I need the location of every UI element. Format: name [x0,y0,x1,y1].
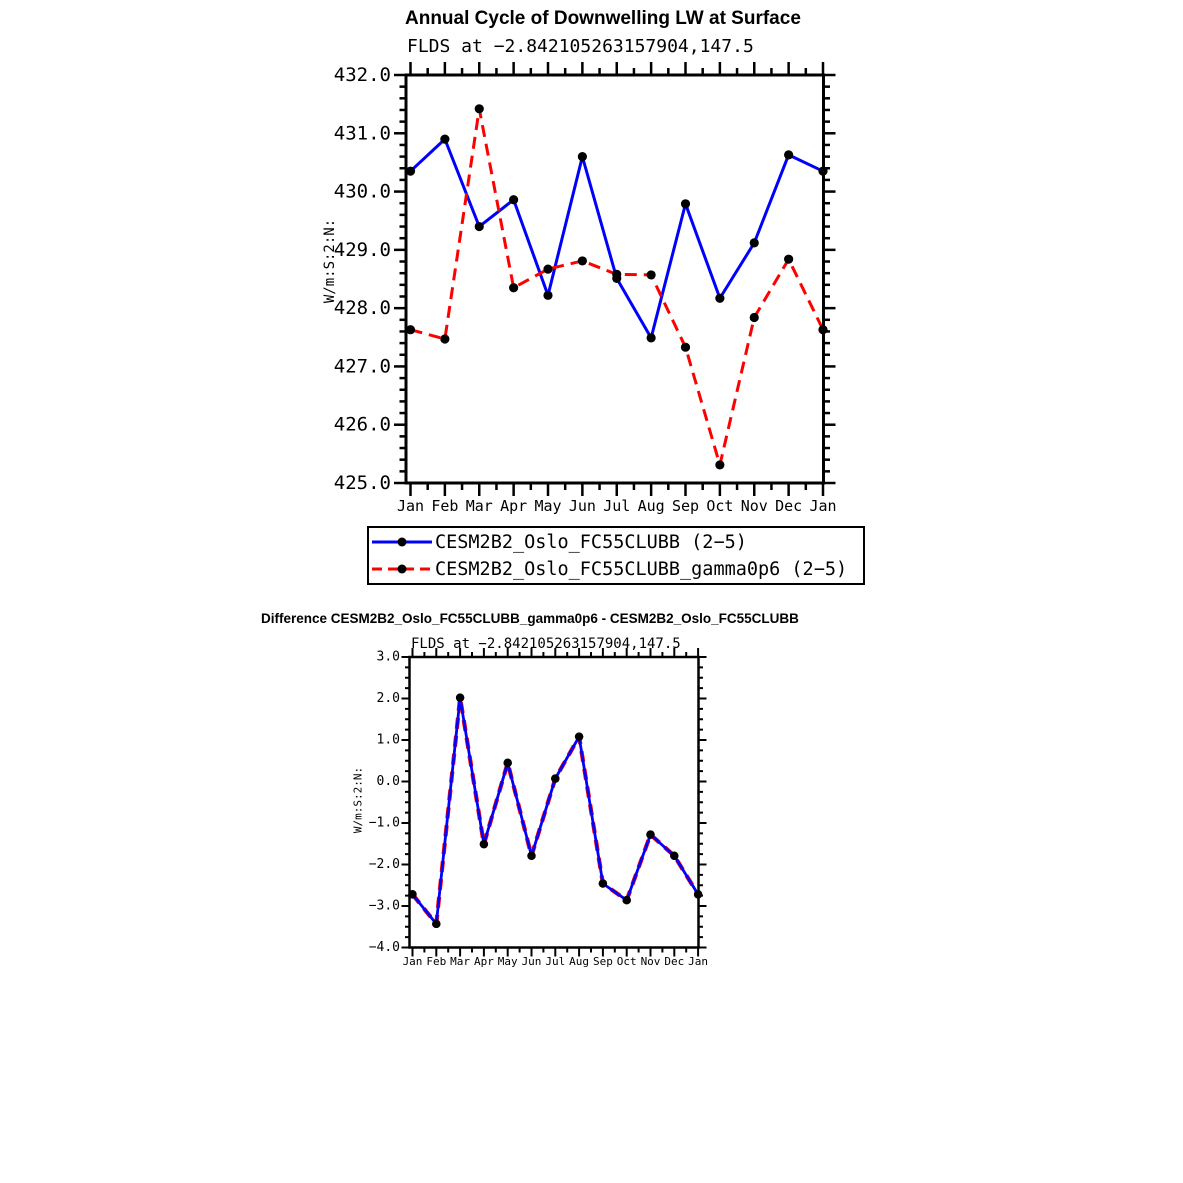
y-axis-title: W/m:S:2:N: [351,766,365,834]
y-tick-label: 428.0 [333,297,391,320]
legend-entry-label: CESM2B2_Oslo_FC55CLUBB_gamma0p6 (2−5) [435,558,848,580]
legend-box [367,526,865,585]
x-tick-label: Aug [637,497,665,516]
series-line-1 [413,698,699,924]
bottom-chart-title: Difference CESM2B2_Oslo_FC55CLUBB_gamma0p6 - CESM2B2_Oslo_FC55CLUBB [261,611,799,626]
x-tick-label: Dec [775,497,803,516]
data-point-marker [646,830,654,838]
x-tick-label: Aug [569,955,590,968]
y-tick-label: 2.0 [376,691,400,706]
x-tick-label: May [534,497,562,516]
data-point-marker [543,291,552,300]
data-point-marker [475,104,484,113]
data-point-marker [715,460,724,469]
data-point-marker [681,199,690,208]
data-point-marker [750,313,759,322]
data-point-marker [504,759,512,767]
data-point-marker [406,325,415,334]
data-point-marker [551,774,559,782]
x-tick-label: Apr [500,497,528,516]
data-point-marker [612,270,621,279]
x-tick-label: Feb [426,955,447,968]
data-point-marker [647,270,656,279]
x-tick-label: Dec [664,955,685,968]
legend-entry [372,529,863,555]
x-tick-label: Jan [809,497,837,516]
data-point-marker [475,222,484,231]
x-tick-label: Nov [740,497,768,516]
y-axis-title: W/m:S:2:N: [322,218,338,304]
top-chart-title: Annual Cycle of Downwelling LW at Surface [405,8,801,29]
x-tick-label: Oct [706,497,734,516]
data-point-marker [406,167,415,176]
x-tick-label: Jan [688,955,709,968]
x-tick-label: Jan [396,497,425,516]
data-point-marker [456,693,464,701]
series-line-1 [411,109,824,465]
data-point-marker [670,852,678,860]
chart-0 [322,62,837,515]
data-point-marker [527,852,535,860]
x-tick-label: Apr [473,955,494,968]
series-line-0 [411,139,824,338]
x-tick-label: Sep [671,497,700,516]
data-point-marker [818,325,827,334]
data-point-marker [440,334,449,343]
data-point-marker [575,732,583,740]
y-tick-label: −1.0 [368,815,400,831]
legend-line-sample [372,557,434,581]
x-tick-label: Sep [592,955,613,968]
data-point-marker [784,150,793,159]
data-point-marker [509,283,518,292]
data-point-marker [623,896,631,904]
x-tick-label: Nov [640,955,661,968]
y-tick-label: 1.0 [376,732,400,748]
y-tick-label: 432.0 [333,64,391,86]
x-tick-label: Mar [450,955,471,968]
y-tick-label: 0.0 [376,774,400,789]
data-point-marker [750,238,759,247]
x-tick-label: Jun [521,955,542,968]
x-tick-label: Mar [465,497,493,516]
y-tick-label: 3.0 [376,649,400,665]
data-point-marker [543,264,552,273]
top-chart-subtitle: FLDS at −2.842105263157904,147.5 [407,36,754,57]
data-point-marker [647,333,656,342]
legend-sample-marker [398,565,407,574]
legend-sample-marker [398,538,407,547]
x-tick-label: Jul [603,497,631,516]
chart-1 [352,648,709,968]
x-tick-label: Jul [545,955,566,968]
bottom-chart-subtitle: FLDS at −2.842105263157904,147.5 [411,636,681,652]
y-tick-label: 430.0 [333,180,391,203]
data-point-marker [818,167,827,176]
data-point-marker [408,890,416,898]
legend-line-sample [372,530,434,554]
data-point-marker [440,135,449,144]
data-point-marker [694,890,702,898]
y-tick-label: 429.0 [333,238,391,261]
data-point-marker [480,840,488,848]
y-tick-label: 425.0 [333,472,391,494]
data-point-marker [432,920,440,928]
x-tick-label: Oct [616,955,637,968]
y-tick-label: 426.0 [333,413,391,436]
y-tick-label: 431.0 [333,122,391,145]
y-tick-label: 427.0 [333,355,391,378]
data-point-marker [784,255,793,264]
data-point-marker [578,152,587,161]
data-point-marker [599,879,607,887]
plot-frame [410,657,699,948]
data-point-marker [681,343,690,352]
x-tick-label: Jan [402,955,423,968]
x-tick-label: Feb [431,497,459,516]
data-point-marker [578,256,587,265]
x-tick-label: May [497,955,518,968]
y-tick-label: −3.0 [368,898,400,914]
data-point-marker [509,195,518,204]
y-tick-label: −4.0 [368,940,400,955]
data-point-marker [715,294,724,303]
legend-entry-label: CESM2B2_Oslo_FC55CLUBB (2−5) [435,531,747,553]
x-tick-label: Jun [568,497,596,516]
legend-entry [372,556,863,582]
y-tick-label: −2.0 [368,857,400,872]
